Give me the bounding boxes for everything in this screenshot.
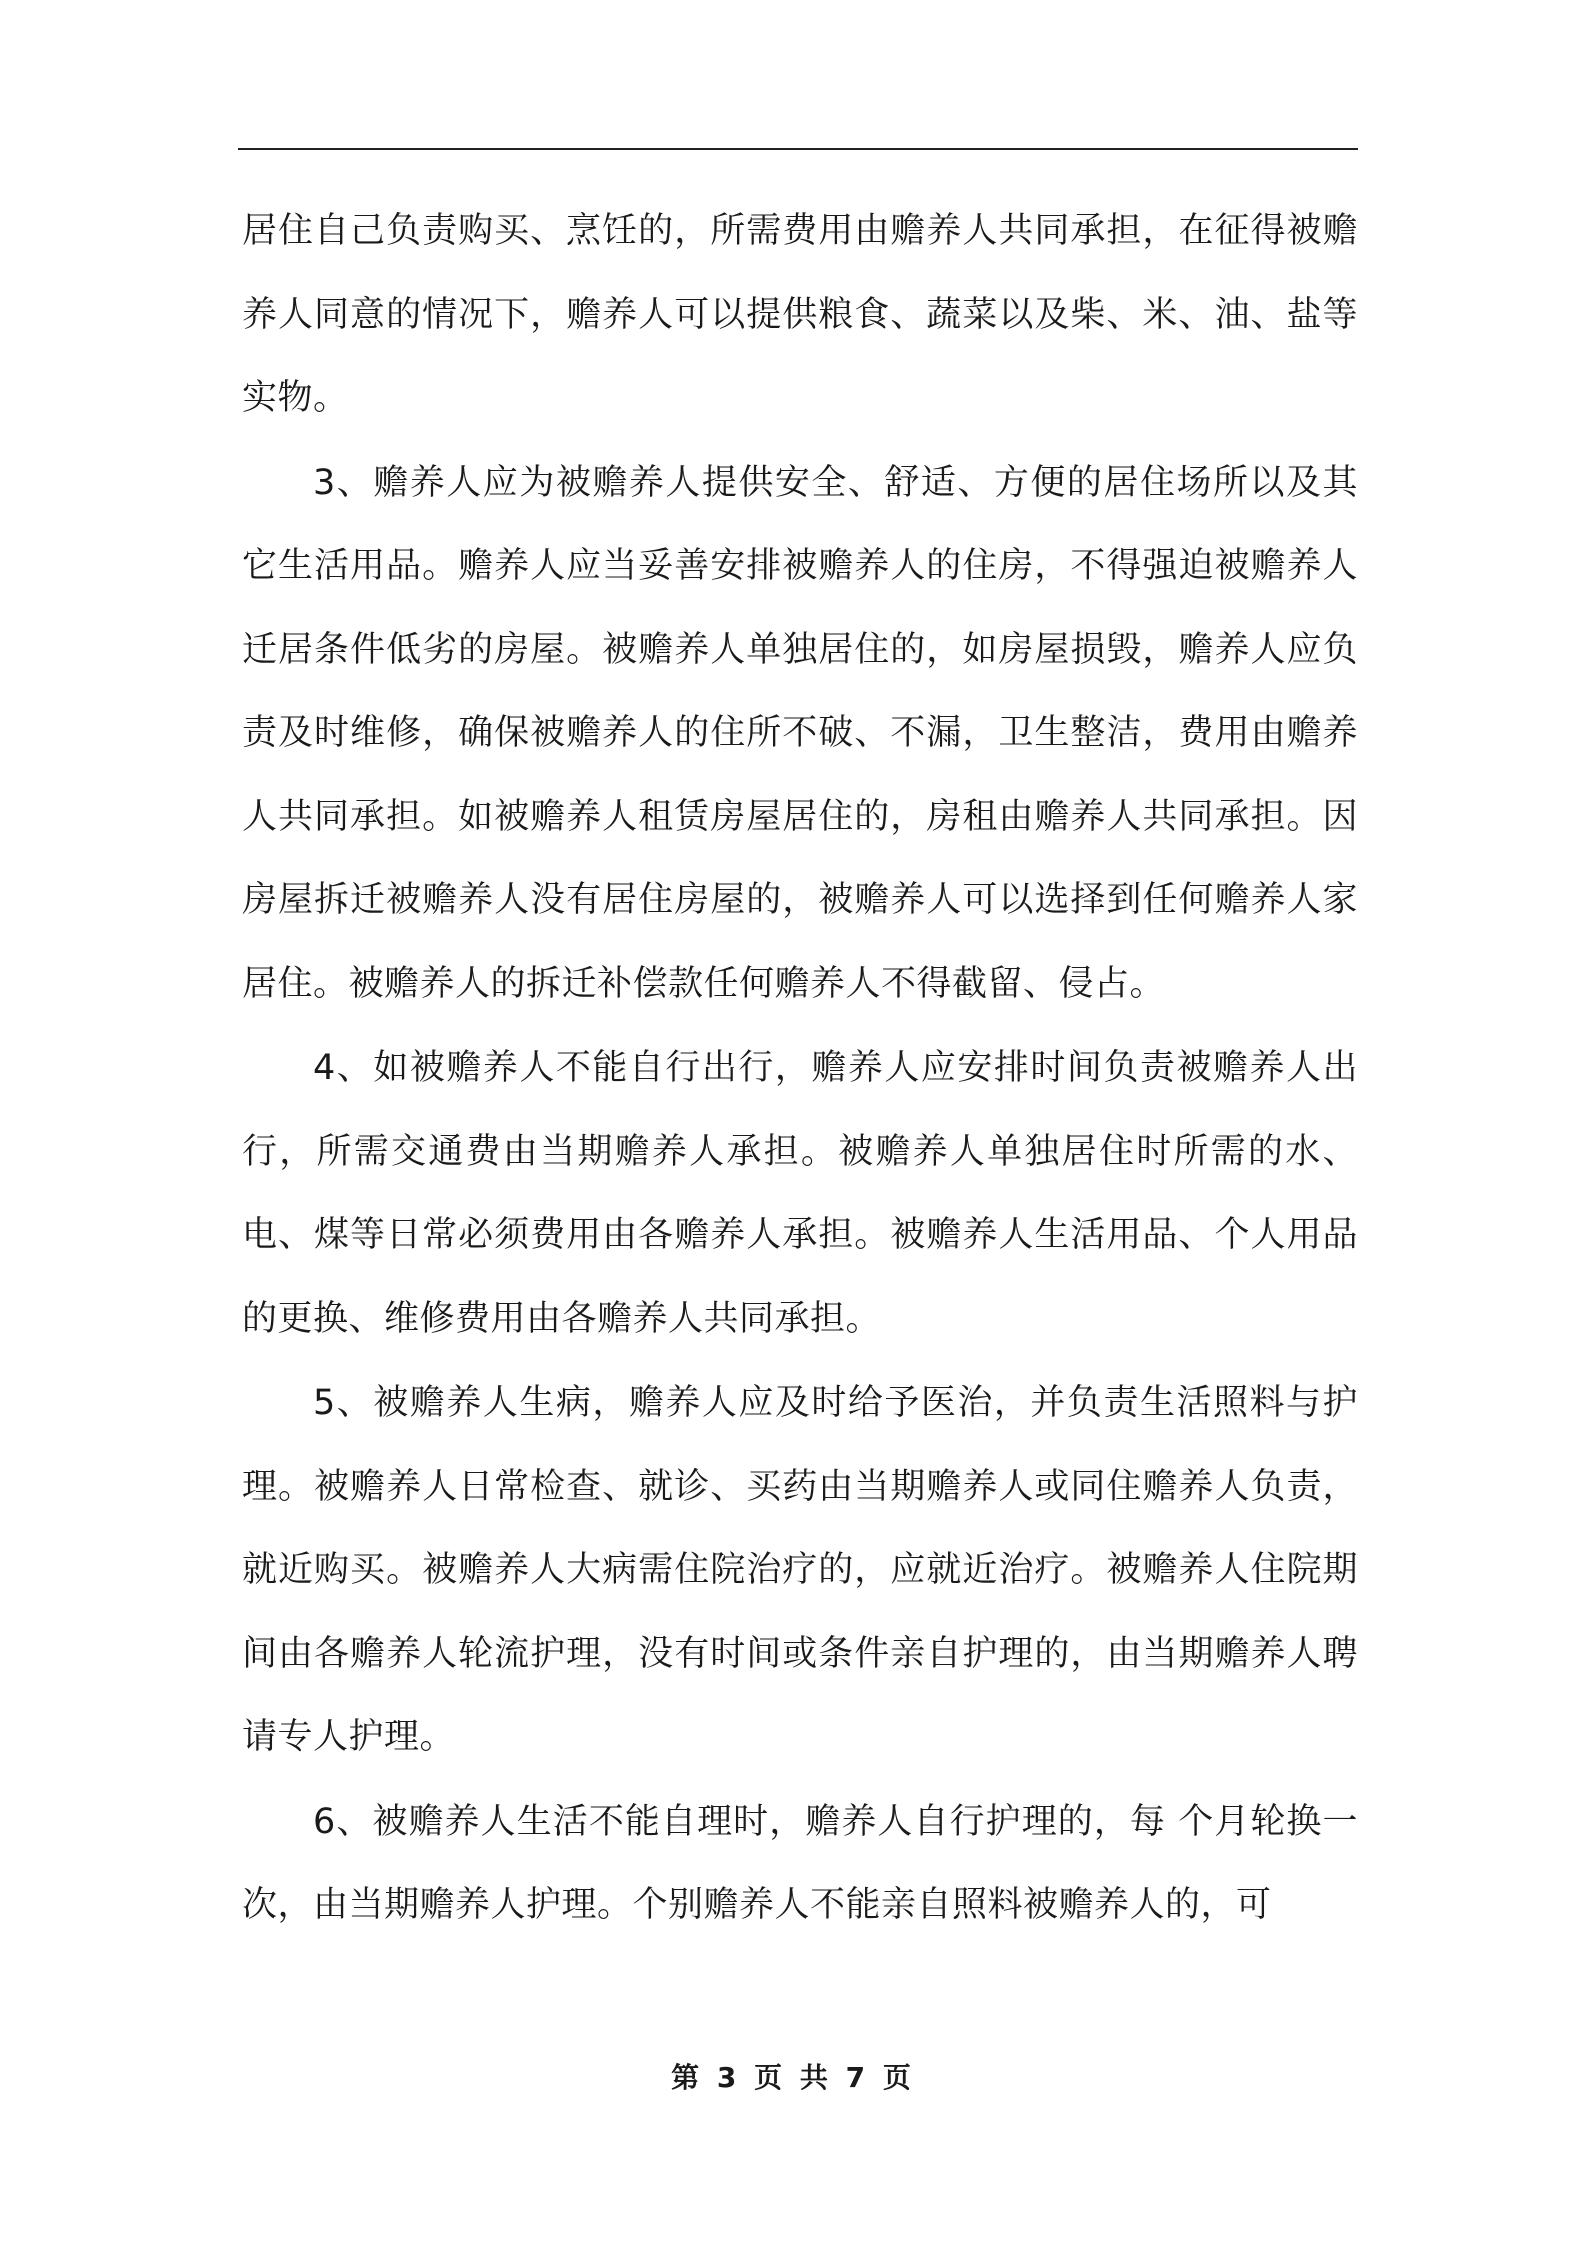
paragraph-clause-3: 3、赡养人应为被赡养人提供安全、舒适、方便的居住场所以及其它生活用品。赡养人应当妥善安排被赡养人的住房，不得强迫被赡养人迁居条件低劣的房屋。被赡养人单独居住的，如房屋损毁，赡养人应负责及时维修，确保被赡养人的住所不破、不漏，卫生整洁，费用由赡养人共同承担。如被赡养人租赁房屋居住的，房租由赡养人共同承担。因房屋拆迁被赡养人没有居住房屋的，被赡养人可以选择到任何赡养人家居住。被赡养人的拆迁补偿款任何赡养人不得截留、侵占。 — [242, 462, 1358, 1004]
page-number-footer: 第 3 页 共 7 页 — [671, 2061, 915, 2094]
paragraph-clause-5: 5、被赡养人生病，赡养人应及时给予医治，并负责生活照料与护理。被赡养人日常检查、就诊、买药由当期赡养人或同住赡养人负责，就近购买。被赡养人大病需住院治疗的，应就近治疗。被赡养人住院期间由各赡养人轮流护理，没有时间或条件亲自护理的，由当期赡养人聘请专人护理。 — [242, 1383, 1358, 1757]
document-body — [242, 190, 1358, 1949]
paragraph-continuation: 居住自己负责购买、烹饪的，所需费用由赡养人共同承担，在征得被赡养人同意的情况下，赡养人可以提供粮食、蔬菜以及柴、米、油、盐等实物。 — [242, 211, 1358, 418]
paragraph-clause-6: 6、被赡养人生活不能自理时，赡养人自行护理的，每 个月轮换一次，由当期赡养人护理。个别赡养人不能亲自照料被赡养人的，可 — [242, 1801, 1358, 1925]
header-rule — [238, 148, 1358, 150]
paragraph-clause-4: 4、如被赡养人不能自行出行，赡养人应安排时间负责被赡养人出行，所需交通费由当期赡养人承担。被赡养人单独居住时所需的水、电、煤等日常必须费用由各赡养人承担。被赡养人生活用品、个人用品的更换、维修费用由各赡养人共同承担。 — [242, 1048, 1358, 1339]
